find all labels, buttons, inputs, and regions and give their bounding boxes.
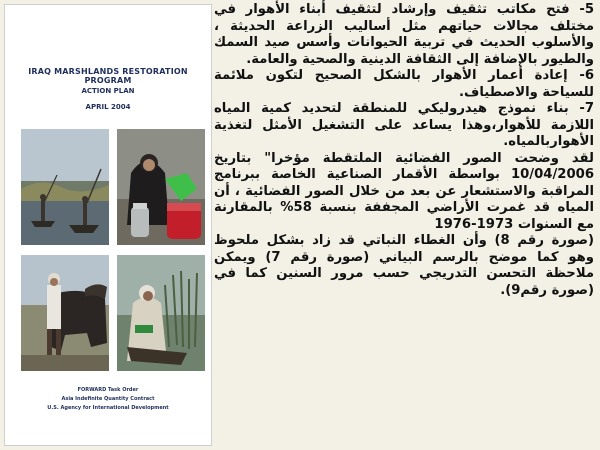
footer-line: FORWARD Task Order bbox=[77, 387, 139, 393]
paragraph-item-6: 6- إعادة أعمار الأهوار بالشكل الصحيح لتكون ملائمة للسياحة والاصطياف. bbox=[214, 68, 594, 100]
cover-date: APRIL 2004 bbox=[85, 103, 131, 111]
woman-in-reeds-photo bbox=[117, 255, 205, 371]
arabic-body-text bbox=[214, 2, 594, 448]
cover-title: IRAQ MARSHLANDS RESTORATION PROGRAM bbox=[28, 67, 188, 85]
boats-in-marsh-photo bbox=[21, 129, 109, 245]
cover-subtitle: ACTION PLAN bbox=[81, 87, 135, 95]
report-cover bbox=[4, 4, 212, 446]
paragraph-item-7: 7- بناء نموذج هيدروليكي للمنطقة لتحديد كمية المياه اللازمة للأهوار،وهذا يساعد على التشغيل الأمثل لتغذية الأهواربالمياه. bbox=[214, 101, 594, 149]
cover-footer bbox=[5, 386, 211, 413]
man-with-water-buffalo-photo bbox=[21, 255, 109, 371]
paragraph-item-5: 5- فتح مكاتب تثقيف وإرشاد لتثقيف أبناء الأهوار في مختلف مجالات حياتهم مثل أساليب الزراعة الحديثة ، والأسلوب الحديث في تربية الحيوانات وأسس صيد السمك والطيور بالإضافة إلى الثقافة الدينية والصحية والعامة. bbox=[214, 2, 594, 67]
woman-with-milk-churns-photo bbox=[117, 129, 205, 245]
footer-line: U.S. Agency for International Development bbox=[47, 405, 169, 411]
paragraph-vegetation: (صورة رقم 8) وأن الغطاء النباتي قد زاد بشكل ملحوظ وهو كما موضح بالرسم البياني (صورة رقم 7) ويمكن ملاحظة التحسن التدريجي حسب مرور السنين كما في (صورة رقم9). bbox=[214, 233, 594, 298]
paragraph-satellite: لقد وضحت الصور الفضائية الملتقطة مؤخرا" بتاريخ 10/04/2006 بواسطة الأقمار الصناعية الخاصة ببرنامج المراقبة والاستشعار عن بعد من خلال الصور الفضائية ، أن المياه قد غمرت الأراضي المجففة بنسبة 58% بالمقارنة مع السنوات 1973-1976 bbox=[214, 150, 594, 232]
footer-line: Asia Indefinite Quantity Contract bbox=[61, 396, 155, 402]
